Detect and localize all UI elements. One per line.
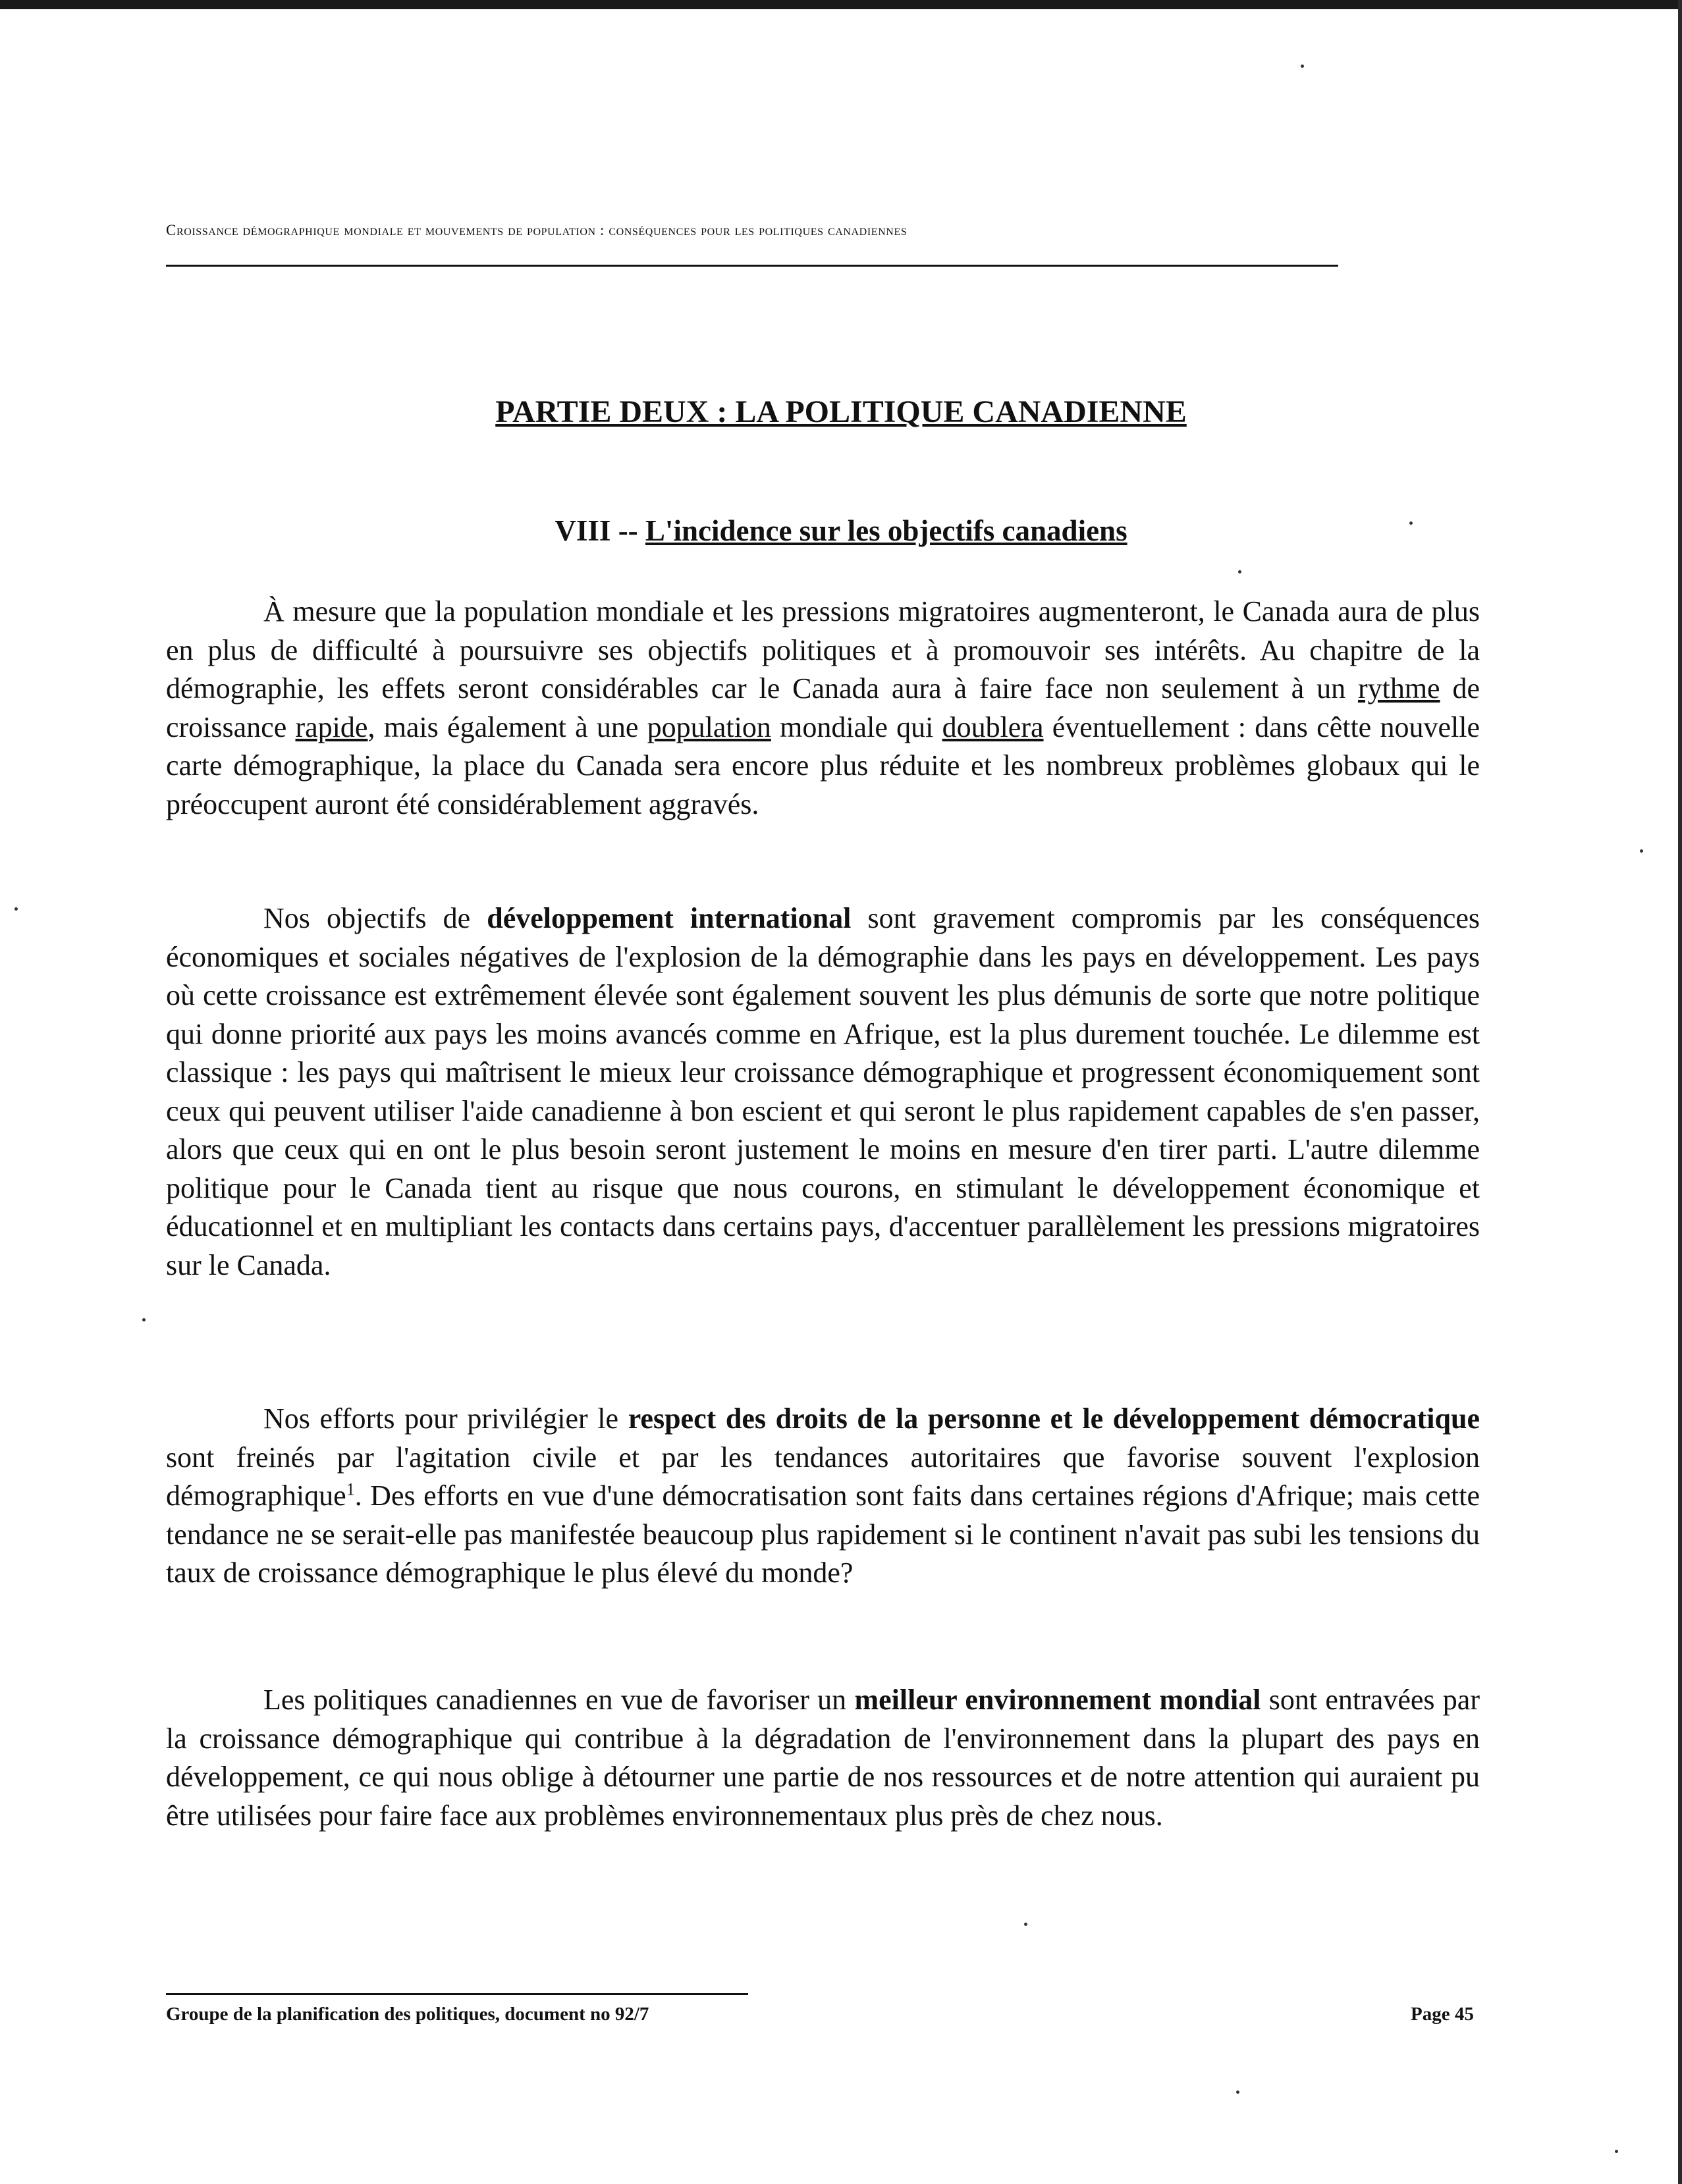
paragraph: Nos objectifs de développement international sont gravement compromis par les conséquences économiques et sociales négatives de l'explosion de la démographie dans les pays en développement. Les pays où cette croissance est extrêmement élevée sont également souvent les plus démunis de sorte que notre politique qui donne priorité aux pays les moins avancés comme en Afrique, est la plus durement touchée. Le dilemme est classique : les pays qui maîtrisent le mieux leur croissance démographique et progressent économiquement sont ceux qui peuvent utiliser l'aide canadienne à bon escient et qui seront le plus rapidement capables de s'en passer, alors que ceux qui en ont le plus besoin seront justement le moins en mesure d'en tirer parti. L'autre dilemme politique pour le Canada tient au risque que nous courons, en stimulant le développement économique et éducationnel et en multipliant les contacts dans certains pays, d'accentuer parallèlement les pressions migratoires sur le Canada. xyxy=(166,902,1480,1281)
section-heading: L'incidence sur les objectifs canadiens xyxy=(645,514,1127,547)
scan-speck xyxy=(14,907,18,911)
scan-speck xyxy=(1236,2091,1239,2094)
footer-document-reference: Groupe de la planification des politiques, document no 92/7 xyxy=(166,2004,649,2025)
section-number: VIII -- xyxy=(555,514,638,547)
scan-border-right xyxy=(1678,0,1682,2184)
footnote-marker: 1 xyxy=(346,1479,355,1499)
emphasis-underline: rythme xyxy=(1357,672,1440,705)
page-number: Page 45 xyxy=(1411,2004,1474,2025)
emphasis-bold: respect des droits de la personne et le développement démocratique xyxy=(628,1402,1480,1435)
emphasis-bold: développement international xyxy=(487,902,852,934)
scan-speck xyxy=(1615,2150,1618,2153)
paragraph: À mesure que la population mondiale et les pressions migratoires augmenteront, le Canada aura de plus en plus de difficulté à poursuivre ses objectifs politiques et à promouvoir ses intérêts. Au chapitre de la démographie, les effets seront considérables car le Canada aura à faire face non seulement à un rythme de croissance rapide, mais également à une population mondiale qui doublera éventuellement : dans cêtte nouvelle carte démographique, la place du Canada sera encore plus réduite et les nombreux problèmes globaux qui le préoccupent auront été considérablement aggravés. xyxy=(166,595,1480,820)
scan-border-top xyxy=(0,0,1682,9)
paragraph: Les politiques canadiennes en vue de favoriser un meilleur environnement mondial sont entravées par la croissance démographique qui contribue à la dégradation de l'environnement dans la plupart des pays en développement, ce qui nous oblige à détourner une partie de nos ressources et de notre attention qui auraient pu être utilisées pour faire face aux problèmes environnementaux plus près de chez nous. xyxy=(166,1684,1480,1832)
footer-rule xyxy=(166,1993,748,1995)
part-title: PARTIE DEUX : LA POLITIQUE CANADIENNE xyxy=(495,394,1187,429)
paragraph: Nos efforts pour privilégier le respect des droits de la personne et le développement démocratique sont freinés par l'agitation civile et par les tendances autoritaires que favorise souvent l'explosion démographique$^1$. Des efforts en vue d'une démocratisation sont faits dans certaines régions d'Afrique; mais cette tendance ne se serait-elle pas manifestée beaucoup plus rapidement si le continent n'avait pas subi les tensions du taux de croissance démographique le plus élevé du monde? xyxy=(166,1402,1480,1589)
scan-speck xyxy=(1238,570,1241,573)
scan-speck xyxy=(1301,65,1304,68)
running-header: Croissance démographique mondiale et mouvements de population : conséquences pour les politiques canadiennes xyxy=(166,222,908,238)
scan-speck xyxy=(142,1318,146,1321)
emphasis-underline: rapide xyxy=(295,710,368,743)
emphasis-underline: population xyxy=(647,710,771,743)
section-title xyxy=(0,514,1682,548)
emphasis-bold: meilleur environnement mondial xyxy=(854,1684,1261,1716)
scan-speck xyxy=(1640,849,1643,853)
scan-speck xyxy=(1024,1923,1027,1926)
emphasis-underline: doublera xyxy=(942,710,1044,743)
header-rule xyxy=(166,265,1338,267)
